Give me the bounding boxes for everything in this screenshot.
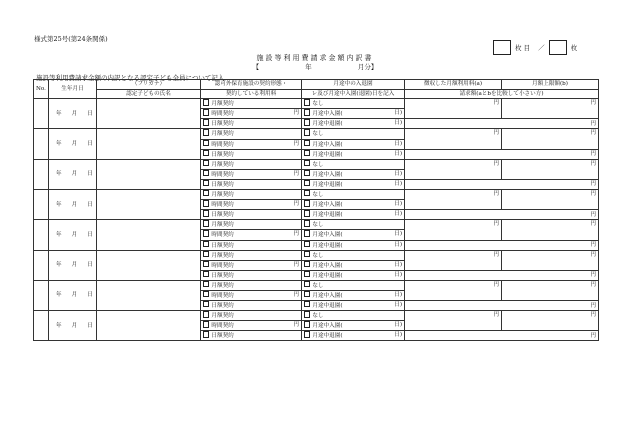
child-name-field[interactable]	[97, 129, 201, 159]
child-name-field[interactable]	[97, 99, 201, 129]
day-label: 日	[87, 141, 93, 147]
midmonth-enroll-option-label: 月途中入園(	[312, 262, 343, 269]
monthly-contract-option[interactable]	[201, 280, 302, 290]
daily-contract-option[interactable]	[201, 301, 302, 311]
yen-unit: 円	[493, 251, 499, 258]
checkbox-icon[interactable]	[203, 190, 209, 196]
header-received: 徴収した月額利用料(a)	[405, 80, 502, 90]
yen-unit: 円	[590, 191, 596, 198]
no-midmonth-option-label: なし	[312, 252, 324, 259]
midmonth-enroll-option-close: 日)	[394, 322, 402, 329]
monthly-contract-option-label: 月額契約	[211, 222, 234, 229]
year-label: 年	[56, 141, 62, 147]
midmonth-withdraw-option-label: 月途中退園(	[312, 181, 343, 188]
received-fee-field[interactable]	[405, 280, 502, 300]
claim-amount-field[interactable]	[405, 210, 599, 220]
yen-unit: 円	[293, 322, 299, 329]
daily-contract-option[interactable]	[201, 149, 302, 159]
checkbox-icon[interactable]	[304, 220, 310, 226]
row-number	[34, 220, 49, 250]
row-number	[34, 159, 49, 189]
checkbox-icon[interactable]	[304, 331, 310, 337]
midmonth-withdraw-option-label: 月途中退園(	[312, 272, 343, 279]
monthly-contract-option-label: 月額契約	[211, 131, 234, 138]
midmonth-enroll-option-label: 月途中入園(	[312, 292, 343, 299]
claim-amount-field[interactable]	[405, 331, 599, 341]
header-row-1	[34, 80, 599, 90]
checkbox-icon[interactable]	[203, 200, 209, 206]
daily-contract-option-label: 日額契約	[211, 272, 234, 279]
midmonth-withdraw-option-close: 日)	[394, 211, 402, 218]
day-label: 日	[87, 322, 93, 329]
yen-unit: 円	[590, 272, 596, 279]
checkbox-icon[interactable]	[304, 150, 310, 156]
row-number	[34, 250, 49, 280]
checkbox-icon[interactable]	[304, 230, 310, 236]
claim-amount-field[interactable]	[405, 119, 599, 129]
checkbox-icon[interactable]	[203, 119, 209, 125]
checkbox-icon[interactable]	[304, 170, 310, 176]
received-fee-field[interactable]	[405, 250, 502, 270]
cap-amount-field[interactable]	[502, 159, 599, 179]
row-number	[34, 129, 49, 159]
header-contract-1: 認可外保育施設の契約形態・	[201, 80, 302, 90]
checkbox-icon[interactable]	[304, 200, 310, 206]
hourly-contract-option-label: 時間契約	[211, 202, 234, 209]
yen-unit: 円	[590, 120, 596, 127]
yen-unit: 円	[293, 170, 299, 177]
checkbox-icon[interactable]	[304, 301, 310, 307]
header-no: No.	[34, 80, 49, 99]
child-name-field[interactable]	[97, 250, 201, 280]
checkbox-icon[interactable]	[304, 190, 310, 196]
hourly-contract-option-label: 時間契約	[211, 141, 234, 148]
checkbox-icon[interactable]	[203, 230, 209, 236]
daily-contract-option-label: 日額契約	[211, 121, 234, 128]
midmonth-withdraw-option[interactable]	[302, 270, 405, 280]
checkbox-icon[interactable]	[203, 160, 209, 166]
birthdate-field[interactable]	[49, 99, 97, 129]
hourly-contract-option[interactable]	[201, 230, 302, 240]
yen-unit: 円	[590, 241, 596, 248]
hourly-contract-option[interactable]	[201, 139, 302, 149]
claim-amount-field[interactable]	[405, 179, 599, 189]
cap-amount-field[interactable]	[502, 220, 599, 240]
checkbox-icon[interactable]	[304, 160, 310, 166]
checkbox-icon[interactable]	[203, 281, 209, 287]
header-child-name: 認定子どもの氏名	[97, 89, 201, 99]
checkbox-icon[interactable]	[203, 150, 209, 156]
period-month-label: 月分】	[357, 63, 378, 71]
row-number	[34, 190, 49, 220]
year-label: 年	[56, 201, 62, 208]
monthly-contract-option[interactable]	[201, 159, 302, 169]
midmonth-withdraw-option[interactable]	[302, 331, 405, 341]
midmonth-enroll-option[interactable]	[302, 321, 405, 331]
midmonth-enroll-option[interactable]	[302, 230, 405, 240]
child-name-field[interactable]	[97, 220, 201, 250]
month-label: 月	[71, 110, 78, 117]
midmonth-enroll-option[interactable]	[302, 290, 405, 300]
header-cap: 月額上限額(b)	[502, 80, 599, 90]
midmonth-withdraw-option[interactable]	[302, 240, 405, 250]
checkbox-icon[interactable]	[304, 271, 310, 277]
midmonth-enroll-option-close: 日)	[394, 261, 402, 268]
daily-contract-option[interactable]	[201, 270, 302, 280]
year-label: 年	[56, 110, 62, 117]
midmonth-withdraw-option-label: 月途中退園(	[312, 212, 343, 219]
checkbox-icon[interactable]	[203, 291, 209, 297]
yen-unit: 円	[493, 312, 499, 319]
month-label: 月	[71, 141, 78, 147]
midmonth-enroll-option-close: 日)	[394, 201, 402, 208]
day-label: 日	[87, 110, 93, 117]
midmonth-withdraw-option-label: 月途中退園(	[312, 151, 343, 158]
midmonth-withdraw-option[interactable]	[302, 179, 405, 189]
cap-amount-field[interactable]	[502, 280, 599, 300]
claim-amount-field[interactable]	[405, 149, 599, 159]
midmonth-withdraw-option-close: 日)	[394, 150, 402, 157]
row-number	[34, 280, 49, 310]
checkbox-icon[interactable]	[203, 251, 209, 257]
hourly-contract-option[interactable]	[201, 200, 302, 210]
no-midmonth-option-label: なし	[312, 161, 324, 168]
row-number	[34, 311, 49, 341]
hourly-contract-option-label: 時間契約	[211, 111, 234, 118]
period-year-label: 年	[305, 63, 312, 71]
midmonth-enroll-option-close: 日)	[394, 170, 402, 177]
received-fee-field[interactable]	[405, 220, 502, 240]
header-midmonth-1: 月途中の入退園	[302, 80, 405, 90]
header-midmonth-2: レ及び月途中入園(退園)日を記入	[302, 89, 405, 99]
midmonth-enroll-option-close: 日)	[394, 140, 402, 147]
checkbox-icon[interactable]	[203, 99, 209, 105]
no-midmonth-option-label: なし	[312, 131, 324, 138]
checkbox-icon[interactable]	[304, 99, 310, 105]
monthly-contract-option-label: 月額契約	[211, 313, 234, 320]
checkbox-icon[interactable]	[203, 170, 209, 176]
child-name-field[interactable]	[97, 311, 201, 341]
checkbox-icon[interactable]	[304, 210, 310, 216]
birthdate-field[interactable]	[49, 159, 97, 189]
checkbox-icon[interactable]	[304, 311, 310, 317]
hourly-contract-option[interactable]	[201, 290, 302, 300]
hourly-contract-option-label: 時間契約	[211, 262, 234, 269]
midmonth-withdraw-option-label: 月途中退園(	[312, 302, 343, 309]
hourly-contract-option[interactable]	[201, 321, 302, 331]
hourly-contract-option-label: 時間契約	[211, 323, 234, 330]
table-body	[34, 99, 599, 341]
page-separator: ／	[538, 43, 545, 52]
yen-unit: 円	[590, 281, 596, 288]
yen-unit: 円	[493, 100, 499, 107]
checkbox-icon[interactable]	[203, 311, 209, 317]
birthdate-field[interactable]	[49, 220, 97, 250]
table-row	[34, 311, 599, 321]
yen-unit: 円	[590, 160, 596, 167]
yen-unit: 円	[293, 140, 299, 147]
hourly-contract-option[interactable]	[201, 109, 302, 119]
birthdate-field[interactable]	[49, 280, 97, 310]
table-row	[34, 220, 599, 230]
midmonth-withdraw-option-close: 日)	[394, 302, 402, 309]
birthdate-field[interactable]	[49, 129, 97, 159]
checkbox-icon[interactable]	[304, 321, 310, 327]
header-birthdate: 生年月日	[49, 80, 97, 99]
midmonth-enroll-option[interactable]	[302, 169, 405, 179]
checkbox-icon[interactable]	[304, 140, 310, 146]
year-label: 年	[56, 322, 62, 329]
daily-contract-option-label: 日額契約	[211, 151, 234, 158]
breakdown-table	[33, 79, 599, 341]
yen-unit: 円	[493, 130, 499, 137]
day-label: 日	[87, 171, 93, 178]
birthdate-field[interactable]	[49, 190, 97, 220]
header-claim: 請求額(aとbを比較して小さい方)	[405, 89, 599, 99]
day-label: 日	[87, 231, 93, 238]
no-midmonth-option-label: なし	[312, 101, 324, 108]
checkbox-icon[interactable]	[304, 261, 310, 267]
hourly-contract-option[interactable]	[201, 260, 302, 270]
no-midmonth-option-label: なし	[312, 222, 324, 229]
no-midmonth-option[interactable]	[302, 280, 405, 290]
cap-amount-field[interactable]	[502, 99, 599, 119]
monthly-contract-option-label: 月額契約	[211, 252, 234, 259]
claim-amount-field[interactable]	[405, 270, 599, 280]
monthly-contract-option-label: 月額契約	[211, 101, 234, 108]
monthly-contract-option[interactable]	[201, 311, 302, 321]
midmonth-enroll-option-label: 月途中入園(	[312, 141, 343, 148]
midmonth-enroll-option[interactable]	[302, 109, 405, 119]
midmonth-withdraw-option-label: 月途中退園(	[312, 121, 343, 128]
checkbox-icon[interactable]	[203, 241, 209, 247]
yen-unit: 円	[293, 261, 299, 268]
month-label: 月	[71, 322, 78, 329]
year-label: 年	[56, 292, 62, 299]
received-fee-field[interactable]	[405, 99, 502, 119]
daily-contract-option-label: 日額契約	[211, 333, 234, 340]
month-label: 月	[71, 171, 78, 178]
table-row	[34, 190, 599, 200]
checkbox-icon[interactable]	[304, 109, 310, 115]
midmonth-withdraw-option-label: 月途中退園(	[312, 333, 343, 340]
yen-unit: 円	[590, 332, 596, 339]
checkbox-icon[interactable]	[304, 241, 310, 247]
midmonth-enroll-option-close: 日)	[394, 291, 402, 298]
midmonth-enroll-option[interactable]	[302, 200, 405, 210]
midmonth-enroll-option[interactable]	[302, 139, 405, 149]
checkbox-icon[interactable]	[304, 180, 310, 186]
yen-unit: 円	[493, 281, 499, 288]
monthly-contract-option-label: 月額契約	[211, 191, 234, 198]
yen-unit: 円	[590, 130, 596, 137]
daily-contract-option[interactable]	[201, 210, 302, 220]
daily-contract-option-label: 日額契約	[211, 212, 234, 219]
claim-amount-field[interactable]	[405, 240, 599, 250]
table-row	[34, 280, 599, 290]
table-row	[34, 250, 599, 260]
midmonth-enroll-option-close: 日)	[394, 231, 402, 238]
yen-unit: 円	[293, 291, 299, 298]
checkbox-icon[interactable]	[304, 119, 310, 125]
hourly-contract-option-label: 時間契約	[211, 232, 234, 239]
checkbox-icon[interactable]	[203, 321, 209, 327]
midmonth-withdraw-option-close: 日)	[394, 180, 402, 187]
birthdate-field[interactable]	[49, 250, 97, 280]
no-midmonth-option[interactable]	[302, 220, 405, 230]
midmonth-enroll-option-label: 月途中入園(	[312, 171, 343, 178]
header-furigana: （フリガナ）	[97, 80, 201, 90]
monthly-contract-option[interactable]	[201, 220, 302, 230]
midmonth-withdraw-option-close: 日)	[394, 241, 402, 248]
checkbox-icon[interactable]	[203, 301, 209, 307]
daily-contract-option[interactable]	[201, 240, 302, 250]
received-fee-field[interactable]	[405, 129, 502, 149]
claim-amount-field[interactable]	[405, 301, 599, 311]
yen-unit: 円	[590, 221, 596, 228]
day-label: 日	[87, 201, 93, 208]
yen-unit: 円	[293, 201, 299, 208]
yen-unit: 円	[590, 151, 596, 158]
monthly-contract-option-label: 月額契約	[211, 282, 234, 289]
midmonth-enroll-option-close: 日)	[394, 110, 402, 117]
table-row	[34, 99, 599, 109]
yen-unit: 円	[493, 191, 499, 198]
checkbox-icon[interactable]	[304, 281, 310, 287]
no-midmonth-option-label: なし	[312, 313, 324, 320]
month-label: 月	[71, 201, 78, 208]
month-label: 月	[71, 262, 78, 269]
yen-unit: 円	[590, 302, 596, 309]
no-midmonth-option-label: なし	[312, 191, 324, 198]
no-midmonth-option[interactable]	[302, 159, 405, 169]
hourly-contract-option[interactable]	[201, 169, 302, 179]
received-fee-field[interactable]	[405, 190, 502, 210]
table-row	[34, 159, 599, 169]
yen-unit: 円	[590, 100, 596, 107]
hourly-contract-option-label: 時間契約	[211, 171, 234, 178]
yen-unit: 円	[590, 251, 596, 258]
yen-unit: 円	[590, 312, 596, 319]
yen-unit: 円	[590, 211, 596, 218]
checkbox-icon[interactable]	[304, 291, 310, 297]
hourly-contract-option-label: 時間契約	[211, 292, 234, 299]
row-number	[34, 99, 49, 129]
cap-amount-field[interactable]	[502, 250, 599, 270]
no-midmonth-option[interactable]	[302, 99, 405, 109]
table-row	[34, 129, 599, 139]
midmonth-withdraw-option-close: 日)	[394, 120, 402, 127]
daily-contract-option-label: 日額契約	[211, 181, 234, 188]
yen-unit: 円	[293, 231, 299, 238]
daily-contract-option[interactable]	[201, 331, 302, 341]
day-label: 日	[87, 262, 93, 269]
checkbox-icon[interactable]	[203, 271, 209, 277]
year-label: 年	[56, 262, 62, 269]
monthly-contract-option[interactable]	[201, 129, 302, 139]
no-midmonth-option[interactable]	[302, 190, 405, 200]
midmonth-enroll-option-label: 月途中入園(	[312, 232, 343, 239]
period-open-bracket: 【	[252, 63, 260, 71]
midmonth-enroll-option-label: 月途中入園(	[312, 323, 343, 330]
checkbox-icon[interactable]	[203, 140, 209, 146]
header-contract-2: 契約している利用料	[201, 89, 302, 99]
billing-period	[0, 62, 630, 71]
day-label: 日	[87, 292, 93, 299]
form-number: 様式第25号(第24条関係)	[34, 35, 108, 43]
no-midmonth-option[interactable]	[302, 250, 405, 260]
instruction-text: 施設等利用費請求金額の内訳となる認定子ども全員について記入	[36, 74, 225, 82]
checkbox-icon[interactable]	[203, 261, 209, 267]
daily-contract-option-label: 日額契約	[211, 302, 234, 309]
midmonth-withdraw-option[interactable]	[302, 210, 405, 220]
received-fee-field[interactable]	[405, 159, 502, 179]
midmonth-enroll-option-label: 月途中入園(	[312, 202, 343, 209]
cap-amount-field[interactable]	[502, 311, 599, 331]
midmonth-withdraw-option[interactable]	[302, 301, 405, 311]
month-label: 月	[71, 292, 78, 299]
yen-unit: 円	[293, 110, 299, 117]
yen-unit: 円	[493, 221, 499, 228]
header-row-2	[34, 89, 599, 99]
midmonth-enroll-option-label: 月途中入園(	[312, 111, 343, 118]
monthly-contract-option[interactable]	[201, 99, 302, 109]
midmonth-enroll-option[interactable]	[302, 260, 405, 270]
month-label: 月	[71, 231, 78, 238]
child-name-field[interactable]	[97, 159, 201, 189]
checkbox-icon[interactable]	[304, 251, 310, 257]
birthdate-field[interactable]	[49, 311, 97, 341]
midmonth-withdraw-option[interactable]	[302, 119, 405, 129]
total-label: 枚	[570, 43, 578, 52]
monthly-contract-option-label: 月額契約	[211, 161, 234, 168]
checkbox-icon[interactable]	[203, 109, 209, 115]
cap-amount-field[interactable]	[502, 190, 599, 210]
checkbox-icon[interactable]	[203, 220, 209, 226]
cap-amount-field[interactable]	[502, 129, 599, 149]
child-name-field[interactable]	[97, 280, 201, 310]
year-label: 年	[56, 231, 62, 238]
checkbox-icon[interactable]	[203, 129, 209, 135]
midmonth-withdraw-option-label: 月途中退園(	[312, 242, 343, 249]
no-midmonth-option[interactable]	[302, 129, 405, 139]
checkbox-icon[interactable]	[203, 180, 209, 186]
midmonth-withdraw-option-close: 日)	[394, 271, 402, 278]
daily-contract-option-label: 日額契約	[211, 242, 234, 249]
no-midmonth-option-label: なし	[312, 282, 324, 289]
yen-unit: 円	[493, 160, 499, 167]
midmonth-withdraw-option-close: 日)	[394, 332, 402, 339]
daily-contract-option[interactable]	[201, 179, 302, 189]
checkbox-icon[interactable]	[203, 331, 209, 337]
yen-unit: 円	[590, 181, 596, 188]
page-counter	[493, 40, 581, 54]
year-label: 年	[56, 171, 62, 178]
monthly-contract-option[interactable]	[201, 250, 302, 260]
sheet-label: 枚 目	[515, 43, 531, 52]
received-fee-field[interactable]	[405, 311, 502, 331]
checkbox-icon[interactable]	[304, 129, 310, 135]
no-midmonth-option[interactable]	[302, 311, 405, 321]
checkbox-icon[interactable]	[203, 210, 209, 216]
child-name-field[interactable]	[97, 190, 201, 220]
document-title: 施設等利用費請求金額内訳書	[256, 54, 374, 62]
monthly-contract-option[interactable]	[201, 190, 302, 200]
midmonth-withdraw-option[interactable]	[302, 149, 405, 159]
daily-contract-option[interactable]	[201, 119, 302, 129]
